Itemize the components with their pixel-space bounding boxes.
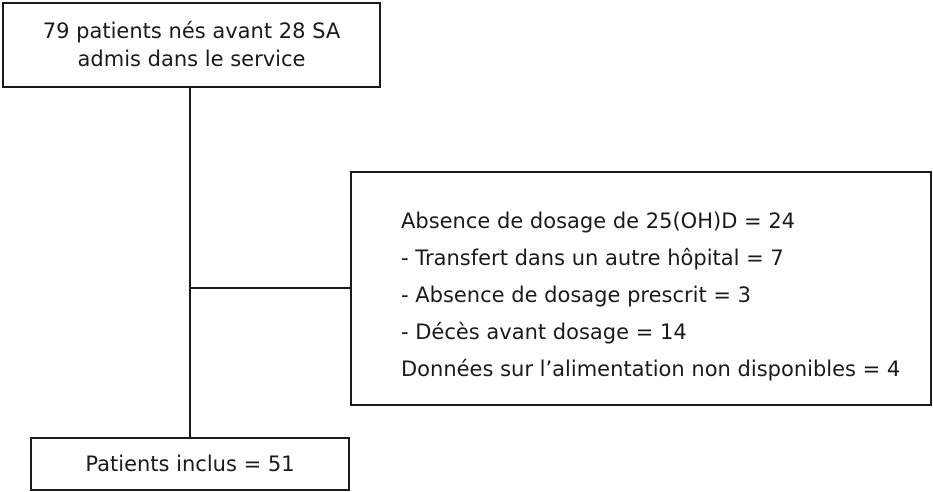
exclusion-item-death: - Décès avant dosage = 14 — [401, 320, 687, 344]
connector-horizontal-line — [189, 287, 350, 289]
connector-vertical-line — [189, 88, 191, 437]
admitted-patients-box — [2, 2, 381, 88]
exclusion-item-transfer: - Transfert dans un autre hôpital = 7 — [401, 246, 784, 270]
exclusion-item-feeding-data: Données sur l’alimentation non disponibles = 4 — [401, 357, 901, 381]
admitted-patients-line2: admis dans le service — [77, 47, 306, 71]
admitted-patients-line1: 79 patients nés avant 28 SA — [42, 19, 341, 43]
exclusion-item-no-assay: Absence de dosage de 25(OH)D = 24 — [401, 209, 796, 233]
included-patients-box — [30, 437, 350, 491]
exclusion-item-not-prescribed: - Absence de dosage prescrit = 3 — [401, 283, 752, 307]
included-patients-label: Patients inclus = 51 — [85, 452, 295, 476]
exclusion-box — [350, 171, 932, 406]
